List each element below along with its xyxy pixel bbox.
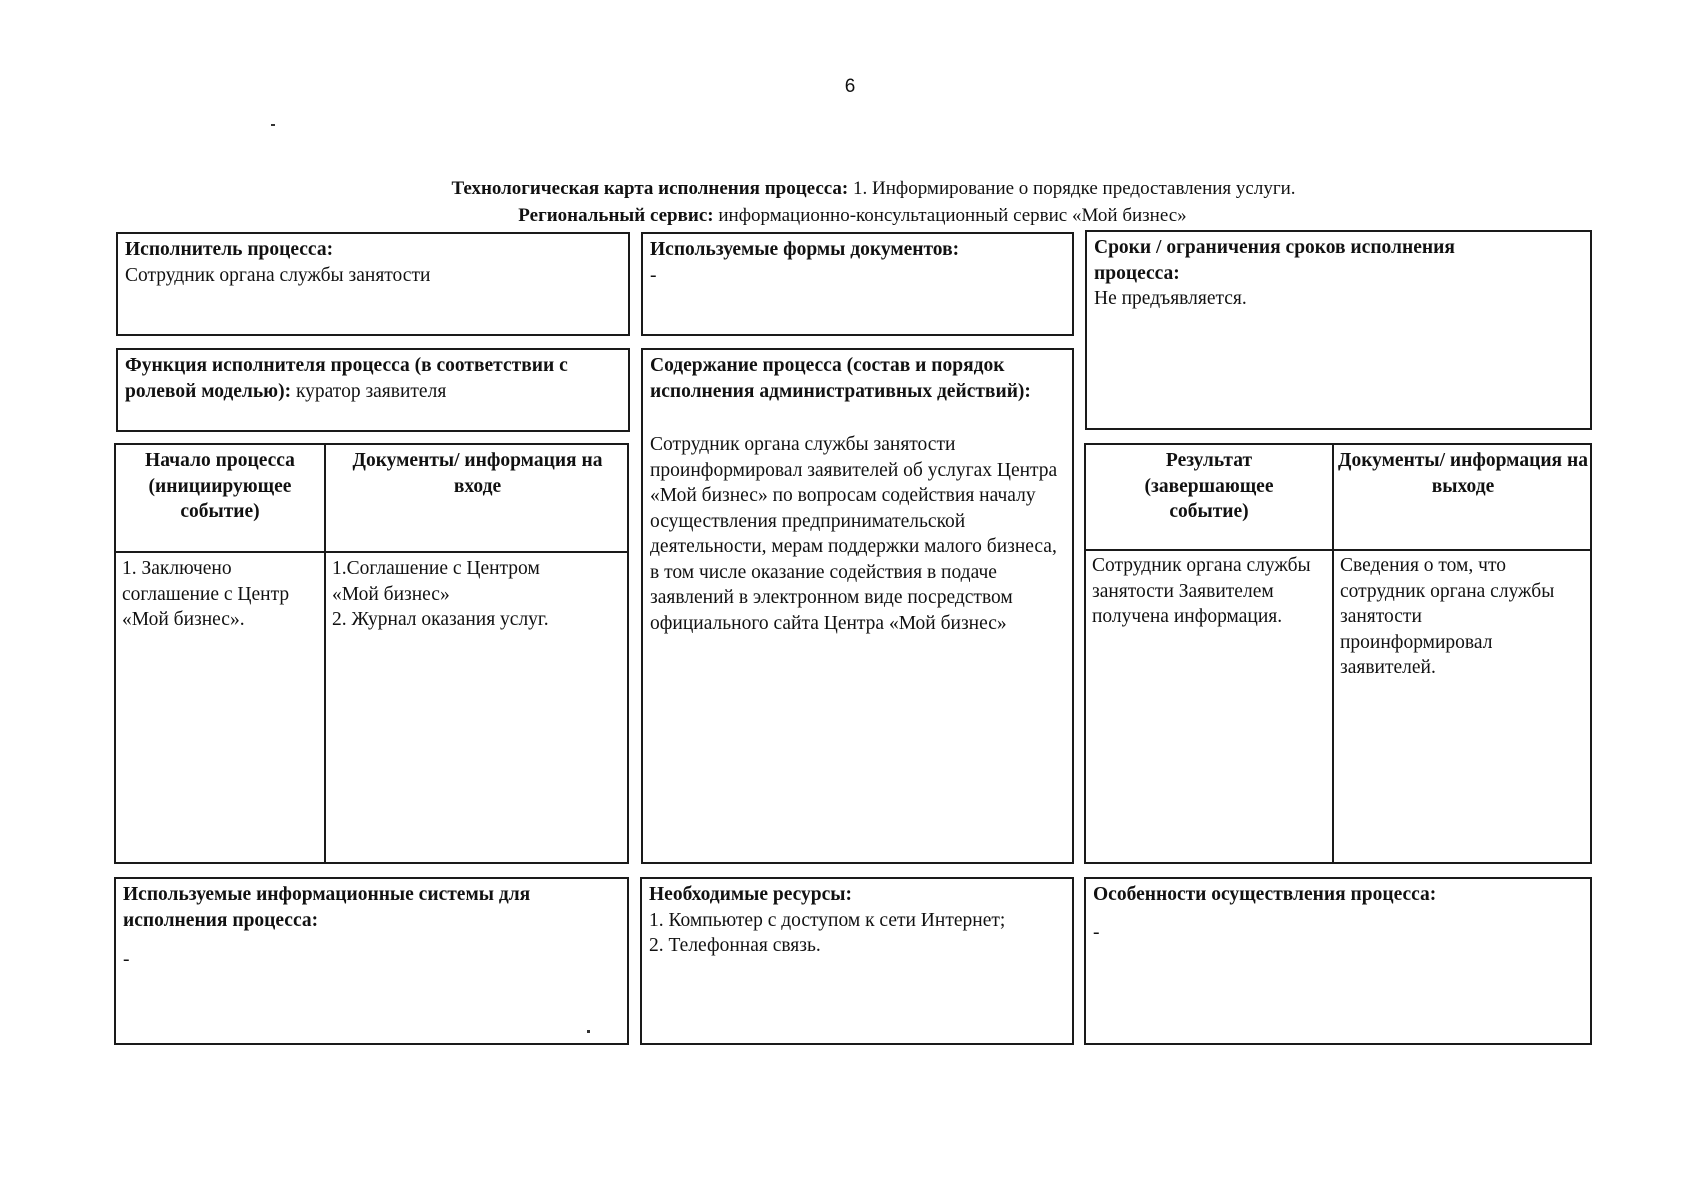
info-systems-value: - bbox=[123, 949, 130, 970]
process-map-title bbox=[0, 176, 1697, 202]
process-features-value: - bbox=[1093, 921, 1100, 943]
regional-service-value: информационно-консультационный сервис «Мой бизнес» bbox=[713, 205, 1187, 226]
input-table-divider bbox=[324, 445, 326, 864]
process-map-value: 1. Информирование о порядке предоставления услуги. bbox=[848, 178, 1296, 199]
process-content-box bbox=[641, 348, 1074, 864]
resources-box bbox=[640, 877, 1074, 1045]
scan-dot bbox=[587, 1030, 590, 1033]
deadlines-label: Сроки / ограничения сроков исполнения процесса: bbox=[1094, 237, 1455, 284]
input-table-header-rule bbox=[116, 551, 629, 553]
regional-service-line bbox=[0, 203, 1697, 229]
process-features-label: Особенности осуществления процесса: bbox=[1093, 884, 1437, 905]
input-docs-value bbox=[326, 554, 629, 633]
info-systems-label: Используемые информационные системы для исполнения процесса: bbox=[123, 884, 531, 931]
scan-speck bbox=[271, 124, 275, 126]
executor-function-value: куратор заявителя bbox=[291, 380, 447, 402]
resources-label: Необходимые ресурсы: bbox=[649, 884, 853, 905]
executor-label: Исполнитель процесса: bbox=[125, 239, 334, 260]
resources-line-1: 1. Компьютер с доступом к сети Интернет; bbox=[649, 909, 1006, 931]
output-table bbox=[1084, 443, 1592, 864]
executor-box bbox=[116, 232, 630, 336]
process-content-label: Содержание процесса (состав и порядок исполнения административных действий): bbox=[650, 355, 1031, 402]
regional-service-label: Региональный сервис: bbox=[518, 205, 714, 226]
result-value: Сотрудник органа службы занятости Заявителем получена информация. bbox=[1092, 555, 1311, 627]
resources-line-2: 2. Телефонная связь. bbox=[649, 935, 821, 956]
output-docs-header: Документы/ информация на выходе bbox=[1338, 450, 1588, 497]
document-forms-value: - bbox=[650, 264, 657, 286]
input-docs-header: Документы/ информация на входе bbox=[352, 450, 603, 497]
input-docs-line-1: 1.Соглашение с Центром «Мой бизнес» bbox=[332, 558, 540, 605]
document-forms-label: Используемые формы документов: bbox=[650, 239, 960, 260]
executor-value: Сотрудник органа службы занятости bbox=[125, 264, 431, 286]
executor-function-label: Функция исполнителя процесса (в соответствии с ролевой моделью): bbox=[125, 355, 568, 402]
process-content-value: Сотрудник органа службы занятости проинформировал заявителей об услугах Центра «Мой бизнес» по вопросам содействия началу осуществления предпринимательской деятельности, мерам поддержки малого бизнеса, в том числе оказание содействия в подаче заявлений в электронном виде посредством официального сайта Центра «Мой бизнес» bbox=[650, 434, 1058, 634]
deadlines-value: Не предъявляется. bbox=[1094, 288, 1247, 309]
start-event-value: 1. Заключено соглашение с Центр «Мой бизнес». bbox=[122, 558, 290, 630]
start-event-header: Начало процесса (инициирующее событие) bbox=[145, 450, 295, 522]
result-header: Результат (завершающее событие) bbox=[1144, 450, 1274, 522]
process-features-box bbox=[1084, 877, 1592, 1045]
deadlines-box bbox=[1085, 230, 1592, 430]
info-systems-box bbox=[114, 877, 629, 1045]
input-table bbox=[114, 443, 629, 864]
page-number: 6 bbox=[844, 76, 856, 97]
output-docs-value: Сведения о том, что сотрудник органа службы занятости проинформировал заявителей. bbox=[1340, 555, 1555, 678]
input-docs-line-2: 2. Журнал оказания услуг. bbox=[332, 609, 549, 630]
executor-function-box bbox=[116, 348, 630, 432]
process-map-label: Технологическая карта исполнения процесса: bbox=[451, 178, 849, 199]
document-forms-box bbox=[641, 232, 1074, 336]
